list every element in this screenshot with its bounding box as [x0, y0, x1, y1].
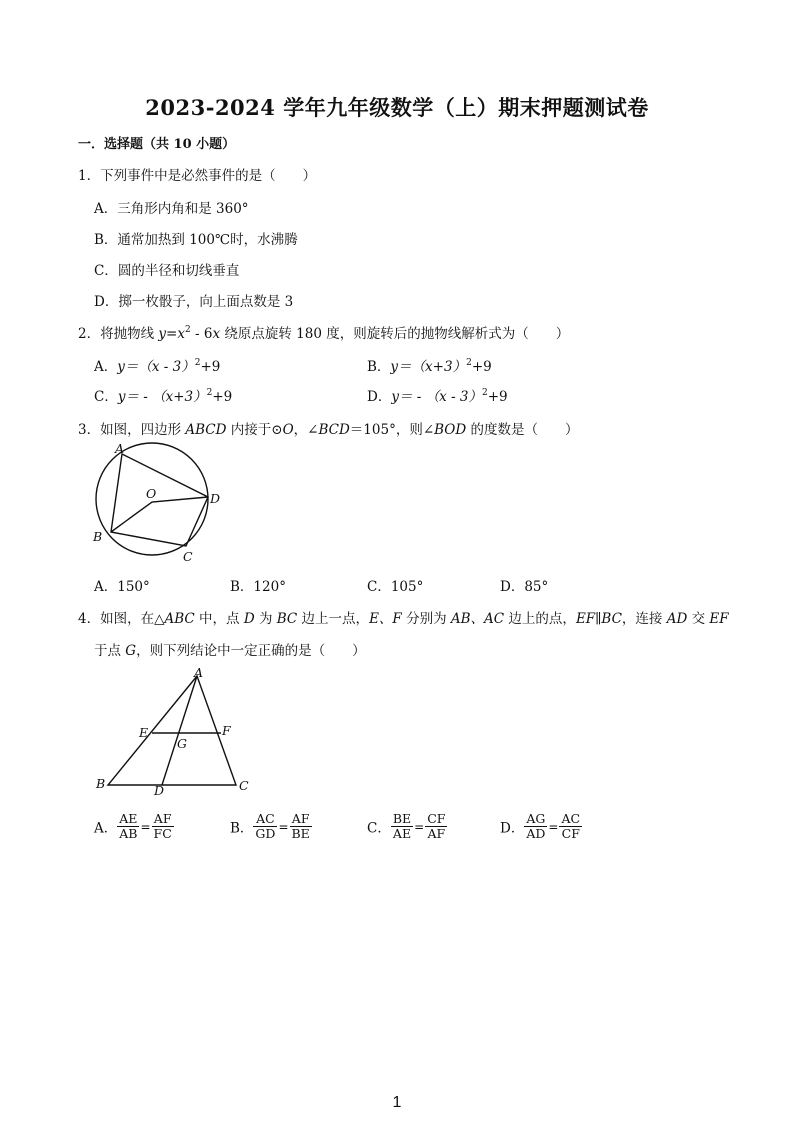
label-o: O: [146, 486, 157, 501]
question-4-option-a: A． $\frac{AE}{AB}$ = $\frac{AF}{FC}$: [94, 811, 172, 841]
label-f: F: [222, 723, 231, 738]
label-b: B: [93, 529, 103, 544]
question-3-option-a: A．150°: [94, 579, 150, 595]
radii-ob-od: [111, 497, 208, 532]
label-d: D: [210, 491, 221, 506]
question-1-option-a: A．三角形内角和是 360°: [94, 201, 249, 217]
question-3-option-b: B．120°: [230, 579, 286, 595]
question-4-stem-line-2: 于点 G，则下列结论中一定正确的是（ ）: [94, 643, 366, 659]
question-1-stem: 1．下列事件中是必然事件的是（ ）: [78, 168, 317, 184]
label-c: C: [183, 549, 193, 564]
section-heading: 一．选择题（共 10 小题）: [78, 137, 236, 152]
page-title: 2023-2024 学年九年级数学（上）期末押题测试卷: [145, 95, 649, 120]
quadrilateral-abcd: [111, 454, 208, 546]
question-1-option-d: D．掷一枚骰子，向上面点数是 3: [94, 294, 294, 310]
question-2-option-b: B．$y=(x+3)^2+9$: [367, 358, 492, 375]
label-a: A: [115, 441, 125, 456]
question-4-option-b: B． $\frac{AC}{GD}$ = $\frac{AF}{BE}$: [230, 811, 310, 841]
label-c: C: [239, 778, 249, 793]
question-1-option-b: B．通常加热到 100℃时，水沸腾: [94, 232, 298, 248]
triangle-abc: [108, 676, 236, 785]
label-b: B: [96, 776, 106, 791]
question-2-option-d: D．y＝ - （x - 3）$^2$+9: [367, 388, 508, 405]
triangle-figure: [92, 666, 262, 801]
label-a: A: [194, 666, 204, 680]
question-1-option-c: C．圆的半径和切线垂直: [94, 263, 240, 279]
segment-ad: [162, 676, 197, 785]
question-4-stem-line-1: 4．如图，在△ABC 中，点 D 为 BC 边上一点，E、F 分别为 AB、AC 边上的点，EF∥BC，连接 AD 交 EF: [78, 611, 729, 627]
question-4-option-d: D． $\frac{AG}{AD}$ = $\frac{AC}{CF}$: [500, 811, 581, 841]
question-3-option-d: D．85°: [500, 579, 549, 595]
question-4-option-c: C． $\frac{BE}{AE}$ = $\frac{CF}{AF}$: [367, 811, 446, 841]
circle-quadrilateral-figure: [86, 440, 226, 570]
question-3-stem: 3．如图，四边形 ABCD 内接于⊙O，∠BCD＝105°，则∠BOD 的度数是（ ）: [78, 422, 579, 438]
label-d: D: [154, 783, 165, 798]
question-2-option-c: C．$y= - (x+3)^2+9$: [94, 388, 233, 405]
page-number: 1: [392, 1094, 402, 1111]
question-2-stem: 2．将抛物线 $y=x^2 - 6x$ 绕原点旋转 180 度，则旋转后的抛物线解析式为（ ）: [78, 325, 570, 342]
question-2-option-a: A．y＝（x - 3）$^2$+9: [94, 358, 221, 375]
question-3-option-c: C．105°: [367, 579, 424, 595]
label-g: G: [177, 736, 187, 751]
label-e: E: [139, 725, 149, 740]
